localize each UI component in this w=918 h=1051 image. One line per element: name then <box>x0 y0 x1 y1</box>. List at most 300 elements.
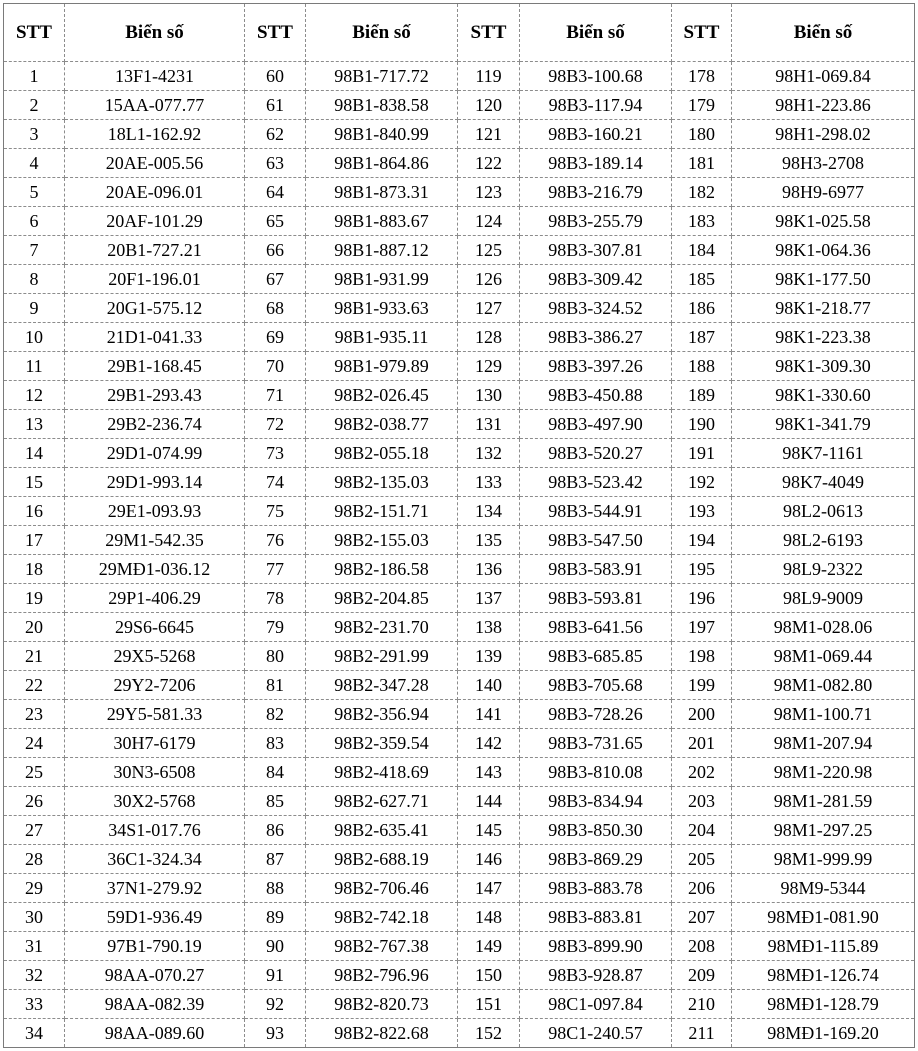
stt-cell: 185 <box>672 265 732 294</box>
stt-cell: 64 <box>245 178 306 207</box>
table-row <box>4 178 915 207</box>
plate-number-cell: 98B1-840.99 <box>306 120 458 149</box>
plate-number-cell: 98M1-069.44 <box>732 642 915 671</box>
column-header-stt: STT <box>245 4 306 62</box>
plate-number-cell: 18L1-162.92 <box>65 120 245 149</box>
plate-number-cell: 98B1-935.11 <box>306 323 458 352</box>
stt-cell: 119 <box>458 62 520 91</box>
stt-cell: 10 <box>4 323 65 352</box>
stt-cell: 66 <box>245 236 306 265</box>
plate-number-cell: 98B1-933.63 <box>306 294 458 323</box>
plate-number-cell: 98B2-231.70 <box>306 613 458 642</box>
stt-cell: 132 <box>458 439 520 468</box>
plate-number-cell: 98B1-883.67 <box>306 207 458 236</box>
plate-number-cell: 98B3-216.79 <box>520 178 672 207</box>
stt-cell: 145 <box>458 816 520 845</box>
plate-number-cell: 98B3-189.14 <box>520 149 672 178</box>
table-row <box>4 555 915 584</box>
plate-number-cell: 98B1-873.31 <box>306 178 458 207</box>
stt-cell: 17 <box>4 526 65 555</box>
plate-number-cell: 98B2-135.03 <box>306 468 458 497</box>
stt-cell: 7 <box>4 236 65 265</box>
plate-number-cell: 98B2-742.18 <box>306 903 458 932</box>
plate-number-cell: 98MĐ1-115.89 <box>732 932 915 961</box>
stt-cell: 142 <box>458 729 520 758</box>
plate-number-cell: 20AF-101.29 <box>65 207 245 236</box>
stt-cell: 151 <box>458 990 520 1019</box>
plate-number-cell: 98B2-767.38 <box>306 932 458 961</box>
stt-cell: 71 <box>245 381 306 410</box>
table-row <box>4 294 915 323</box>
plate-number-cell: 98M1-082.80 <box>732 671 915 700</box>
table-body <box>4 62 915 1048</box>
table-row <box>4 613 915 642</box>
table-row <box>4 845 915 874</box>
stt-cell: 88 <box>245 874 306 903</box>
table-row <box>4 961 915 990</box>
stt-cell: 180 <box>672 120 732 149</box>
stt-cell: 8 <box>4 265 65 294</box>
plate-number-cell: 98M9-5344 <box>732 874 915 903</box>
plate-number-cell: 98K1-064.36 <box>732 236 915 265</box>
plate-number-cell: 98B3-309.42 <box>520 265 672 294</box>
stt-cell: 75 <box>245 497 306 526</box>
plate-number-cell: 98B1-717.72 <box>306 62 458 91</box>
stt-cell: 19 <box>4 584 65 613</box>
plate-number-cell: 29S6-6645 <box>65 613 245 642</box>
stt-cell: 27 <box>4 816 65 845</box>
plate-number-cell: 98B3-117.94 <box>520 91 672 120</box>
stt-cell: 120 <box>458 91 520 120</box>
plate-number-cell: 98B2-055.18 <box>306 439 458 468</box>
stt-cell: 192 <box>672 468 732 497</box>
stt-cell: 189 <box>672 381 732 410</box>
stt-cell: 18 <box>4 555 65 584</box>
table-row <box>4 903 915 932</box>
plate-number-cell: 98B1-887.12 <box>306 236 458 265</box>
stt-cell: 210 <box>672 990 732 1019</box>
stt-cell: 182 <box>672 178 732 207</box>
plate-number-cell: 98H1-069.84 <box>732 62 915 91</box>
stt-cell: 179 <box>672 91 732 120</box>
stt-cell: 198 <box>672 642 732 671</box>
plate-number-cell: 29P1-406.29 <box>65 584 245 613</box>
plate-number-cell: 98B3-100.68 <box>520 62 672 91</box>
stt-cell: 72 <box>245 410 306 439</box>
plate-number-cell: 98K1-223.38 <box>732 323 915 352</box>
plate-number-cell: 98MĐ1-081.90 <box>732 903 915 932</box>
plate-number-cell: 29B2-236.74 <box>65 410 245 439</box>
stt-cell: 1 <box>4 62 65 91</box>
plate-number-cell: 98B3-899.90 <box>520 932 672 961</box>
stt-cell: 205 <box>672 845 732 874</box>
stt-cell: 29 <box>4 874 65 903</box>
plate-number-cell: 98L2-6193 <box>732 526 915 555</box>
table-row <box>4 1019 915 1048</box>
column-header-stt: STT <box>458 4 520 62</box>
plate-number-cell: 98B2-204.85 <box>306 584 458 613</box>
stt-cell: 78 <box>245 584 306 613</box>
stt-cell: 207 <box>672 903 732 932</box>
plate-number-cell: 98B1-864.86 <box>306 149 458 178</box>
stt-cell: 204 <box>672 816 732 845</box>
plate-number-cell: 98AA-070.27 <box>65 961 245 990</box>
stt-cell: 85 <box>245 787 306 816</box>
stt-cell: 3 <box>4 120 65 149</box>
stt-cell: 188 <box>672 352 732 381</box>
stt-cell: 73 <box>245 439 306 468</box>
table-row <box>4 468 915 497</box>
plate-number-cell: 34S1-017.76 <box>65 816 245 845</box>
plate-number-cell: 98B3-386.27 <box>520 323 672 352</box>
plate-number-cell: 29D1-074.99 <box>65 439 245 468</box>
stt-cell: 77 <box>245 555 306 584</box>
stt-cell: 9 <box>4 294 65 323</box>
plate-number-cell: 98B3-523.42 <box>520 468 672 497</box>
stt-cell: 194 <box>672 526 732 555</box>
plate-number-cell: 98B3-583.91 <box>520 555 672 584</box>
plate-number-cell: 98M1-220.98 <box>732 758 915 787</box>
stt-cell: 33 <box>4 990 65 1019</box>
stt-cell: 201 <box>672 729 732 758</box>
stt-cell: 61 <box>245 91 306 120</box>
plate-number-cell: 98B3-834.94 <box>520 787 672 816</box>
stt-cell: 122 <box>458 149 520 178</box>
stt-cell: 128 <box>458 323 520 352</box>
plate-number-cell: 98L2-0613 <box>732 497 915 526</box>
stt-cell: 60 <box>245 62 306 91</box>
stt-cell: 5 <box>4 178 65 207</box>
plate-number-cell: 98B2-356.94 <box>306 700 458 729</box>
plate-number-cell: 98B3-705.68 <box>520 671 672 700</box>
table-header <box>4 4 915 62</box>
stt-cell: 143 <box>458 758 520 787</box>
stt-cell: 6 <box>4 207 65 236</box>
stt-cell: 144 <box>458 787 520 816</box>
plate-number-cell: 98B3-450.88 <box>520 381 672 410</box>
stt-cell: 197 <box>672 613 732 642</box>
stt-cell: 14 <box>4 439 65 468</box>
stt-cell: 147 <box>458 874 520 903</box>
plate-number-cell: 98K1-218.77 <box>732 294 915 323</box>
table-row <box>4 439 915 468</box>
table-row <box>4 381 915 410</box>
plate-number-cell: 98B3-497.90 <box>520 410 672 439</box>
stt-cell: 149 <box>458 932 520 961</box>
stt-cell: 16 <box>4 497 65 526</box>
stt-cell: 203 <box>672 787 732 816</box>
plate-number-cell: 98B2-796.96 <box>306 961 458 990</box>
plate-number-cell: 98MĐ1-128.79 <box>732 990 915 1019</box>
plate-number-cell: 98H9-6977 <box>732 178 915 207</box>
table-row <box>4 91 915 120</box>
stt-cell: 134 <box>458 497 520 526</box>
plate-number-cell: 98B3-593.81 <box>520 584 672 613</box>
table-row <box>4 62 915 91</box>
plate-number-cell: 30H7-6179 <box>65 729 245 758</box>
stt-cell: 184 <box>672 236 732 265</box>
stt-cell: 4 <box>4 149 65 178</box>
stt-cell: 70 <box>245 352 306 381</box>
plate-number-cell: 98B3-255.79 <box>520 207 672 236</box>
plate-number-cell: 29Y2-7206 <box>65 671 245 700</box>
stt-cell: 91 <box>245 961 306 990</box>
stt-cell: 63 <box>245 149 306 178</box>
plate-number-cell: 36C1-324.34 <box>65 845 245 874</box>
plate-number-cell: 98K7-1161 <box>732 439 915 468</box>
stt-cell: 131 <box>458 410 520 439</box>
plate-number-cell: 98M1-100.71 <box>732 700 915 729</box>
plate-number-cell: 13F1-4231 <box>65 62 245 91</box>
stt-cell: 31 <box>4 932 65 961</box>
stt-cell: 25 <box>4 758 65 787</box>
stt-cell: 28 <box>4 845 65 874</box>
plate-number-cell: 98B3-928.87 <box>520 961 672 990</box>
stt-cell: 148 <box>458 903 520 932</box>
document-page <box>3 3 914 1047</box>
plate-number-cell: 98B2-635.41 <box>306 816 458 845</box>
table-row <box>4 932 915 961</box>
plate-number-cell: 98B1-838.58 <box>306 91 458 120</box>
plate-number-cell: 98B3-160.21 <box>520 120 672 149</box>
stt-cell: 92 <box>245 990 306 1019</box>
stt-cell: 181 <box>672 149 732 178</box>
stt-cell: 190 <box>672 410 732 439</box>
column-header-bien-so: Biển số <box>732 4 915 62</box>
table-row <box>4 874 915 903</box>
table-row <box>4 149 915 178</box>
table-row <box>4 323 915 352</box>
plate-number-cell: 29B1-168.45 <box>65 352 245 381</box>
plate-number-cell: 98B2-186.58 <box>306 555 458 584</box>
plate-number-cell: 98B2-347.28 <box>306 671 458 700</box>
table-row <box>4 990 915 1019</box>
table-row <box>4 207 915 236</box>
plate-number-cell: 98B3-850.30 <box>520 816 672 845</box>
stt-cell: 80 <box>245 642 306 671</box>
plate-number-cell: 29D1-993.14 <box>65 468 245 497</box>
license-plate-table <box>3 3 915 1048</box>
stt-cell: 150 <box>458 961 520 990</box>
stt-cell: 141 <box>458 700 520 729</box>
stt-cell: 81 <box>245 671 306 700</box>
stt-cell: 195 <box>672 555 732 584</box>
stt-cell: 139 <box>458 642 520 671</box>
plate-number-cell: 29X5-5268 <box>65 642 245 671</box>
plate-number-cell: 98K1-177.50 <box>732 265 915 294</box>
stt-cell: 2 <box>4 91 65 120</box>
stt-cell: 196 <box>672 584 732 613</box>
stt-cell: 137 <box>458 584 520 613</box>
stt-cell: 186 <box>672 294 732 323</box>
column-header-bien-so: Biển số <box>65 4 245 62</box>
plate-number-cell: 20B1-727.21 <box>65 236 245 265</box>
plate-number-cell: 98B2-155.03 <box>306 526 458 555</box>
stt-cell: 15 <box>4 468 65 497</box>
stt-cell: 20 <box>4 613 65 642</box>
stt-cell: 87 <box>245 845 306 874</box>
plate-number-cell: 29M1-542.35 <box>65 526 245 555</box>
table-row <box>4 700 915 729</box>
plate-number-cell: 98M1-281.59 <box>732 787 915 816</box>
stt-cell: 124 <box>458 207 520 236</box>
stt-cell: 138 <box>458 613 520 642</box>
stt-cell: 34 <box>4 1019 65 1048</box>
plate-number-cell: 30X2-5768 <box>65 787 245 816</box>
plate-number-cell: 98K1-330.60 <box>732 381 915 410</box>
plate-number-cell: 98B3-520.27 <box>520 439 672 468</box>
stt-cell: 135 <box>458 526 520 555</box>
stt-cell: 199 <box>672 671 732 700</box>
stt-cell: 74 <box>245 468 306 497</box>
stt-cell: 68 <box>245 294 306 323</box>
plate-number-cell: 98L9-2322 <box>732 555 915 584</box>
stt-cell: 209 <box>672 961 732 990</box>
stt-cell: 26 <box>4 787 65 816</box>
plate-number-cell: 98H3-2708 <box>732 149 915 178</box>
table-row <box>4 120 915 149</box>
plate-number-cell: 98B2-026.45 <box>306 381 458 410</box>
plate-number-cell: 98M1-028.06 <box>732 613 915 642</box>
stt-cell: 76 <box>245 526 306 555</box>
plate-number-cell: 29B1-293.43 <box>65 381 245 410</box>
plate-number-cell: 97B1-790.19 <box>65 932 245 961</box>
stt-cell: 130 <box>458 381 520 410</box>
plate-number-cell: 98B3-883.81 <box>520 903 672 932</box>
table-row <box>4 265 915 294</box>
plate-number-cell: 98B3-731.65 <box>520 729 672 758</box>
plate-number-cell: 98B2-688.19 <box>306 845 458 874</box>
stt-cell: 13 <box>4 410 65 439</box>
stt-cell: 126 <box>458 265 520 294</box>
stt-cell: 24 <box>4 729 65 758</box>
stt-cell: 202 <box>672 758 732 787</box>
stt-cell: 152 <box>458 1019 520 1048</box>
plate-number-cell: 98K7-4049 <box>732 468 915 497</box>
plate-number-cell: 98C1-097.84 <box>520 990 672 1019</box>
stt-cell: 133 <box>458 468 520 497</box>
stt-cell: 211 <box>672 1019 732 1048</box>
plate-number-cell: 98H1-298.02 <box>732 120 915 149</box>
plate-number-cell: 98B2-627.71 <box>306 787 458 816</box>
plate-number-cell: 98C1-240.57 <box>520 1019 672 1048</box>
stt-cell: 83 <box>245 729 306 758</box>
stt-cell: 21 <box>4 642 65 671</box>
plate-number-cell: 98L9-9009 <box>732 584 915 613</box>
plate-number-cell: 98B3-307.81 <box>520 236 672 265</box>
stt-cell: 90 <box>245 932 306 961</box>
column-header-stt: STT <box>4 4 65 62</box>
column-header-bien-so: Biển số <box>306 4 458 62</box>
plate-number-cell: 21D1-041.33 <box>65 323 245 352</box>
plate-number-cell: 98M1-999.99 <box>732 845 915 874</box>
stt-cell: 32 <box>4 961 65 990</box>
plate-number-cell: 98B2-291.99 <box>306 642 458 671</box>
table-row <box>4 642 915 671</box>
stt-cell: 86 <box>245 816 306 845</box>
plate-number-cell: 98B2-038.77 <box>306 410 458 439</box>
plate-number-cell: 37N1-279.92 <box>65 874 245 903</box>
stt-cell: 82 <box>245 700 306 729</box>
stt-cell: 12 <box>4 381 65 410</box>
stt-cell: 140 <box>458 671 520 700</box>
plate-number-cell: 98B3-883.78 <box>520 874 672 903</box>
stt-cell: 93 <box>245 1019 306 1048</box>
stt-cell: 11 <box>4 352 65 381</box>
plate-number-cell: 98K1-309.30 <box>732 352 915 381</box>
stt-cell: 89 <box>245 903 306 932</box>
stt-cell: 183 <box>672 207 732 236</box>
plate-number-cell: 98B3-728.26 <box>520 700 672 729</box>
plate-number-cell: 98B3-324.52 <box>520 294 672 323</box>
plate-number-cell: 98K1-341.79 <box>732 410 915 439</box>
plate-number-cell: 98B2-359.54 <box>306 729 458 758</box>
plate-number-cell: 98B3-869.29 <box>520 845 672 874</box>
plate-number-cell: 20F1-196.01 <box>65 265 245 294</box>
plate-number-cell: 98B2-151.71 <box>306 497 458 526</box>
stt-cell: 191 <box>672 439 732 468</box>
plate-number-cell: 15AA-077.77 <box>65 91 245 120</box>
plate-number-cell: 98B3-810.08 <box>520 758 672 787</box>
plate-number-cell: 98B3-544.91 <box>520 497 672 526</box>
stt-cell: 62 <box>245 120 306 149</box>
stt-cell: 30 <box>4 903 65 932</box>
plate-number-cell: 98MĐ1-126.74 <box>732 961 915 990</box>
stt-cell: 200 <box>672 700 732 729</box>
stt-cell: 208 <box>672 932 732 961</box>
stt-cell: 22 <box>4 671 65 700</box>
table-row <box>4 787 915 816</box>
stt-cell: 69 <box>245 323 306 352</box>
table-row <box>4 584 915 613</box>
plate-number-cell: 20AE-096.01 <box>65 178 245 207</box>
table-row <box>4 236 915 265</box>
plate-number-cell: 98B2-822.68 <box>306 1019 458 1048</box>
stt-cell: 123 <box>458 178 520 207</box>
column-header-stt: STT <box>672 4 732 62</box>
plate-number-cell: 98B1-931.99 <box>306 265 458 294</box>
stt-cell: 67 <box>245 265 306 294</box>
plate-number-cell: 98B3-397.26 <box>520 352 672 381</box>
table-row <box>4 816 915 845</box>
plate-number-cell: 98H1-223.86 <box>732 91 915 120</box>
stt-cell: 121 <box>458 120 520 149</box>
table-row <box>4 671 915 700</box>
plate-number-cell: 20G1-575.12 <box>65 294 245 323</box>
stt-cell: 193 <box>672 497 732 526</box>
stt-cell: 129 <box>458 352 520 381</box>
table-row <box>4 758 915 787</box>
table-row <box>4 729 915 758</box>
plate-number-cell: 29Y5-581.33 <box>65 700 245 729</box>
plate-number-cell: 29MĐ1-036.12 <box>65 555 245 584</box>
plate-number-cell: 98B3-685.85 <box>520 642 672 671</box>
stt-cell: 146 <box>458 845 520 874</box>
stt-cell: 178 <box>672 62 732 91</box>
table-row <box>4 410 915 439</box>
plate-number-cell: 98B2-706.46 <box>306 874 458 903</box>
stt-cell: 127 <box>458 294 520 323</box>
plate-number-cell: 98K1-025.58 <box>732 207 915 236</box>
plate-number-cell: 98M1-207.94 <box>732 729 915 758</box>
column-header-bien-so: Biển số <box>520 4 672 62</box>
stt-cell: 206 <box>672 874 732 903</box>
header-row <box>4 4 915 62</box>
plate-number-cell: 98B2-418.69 <box>306 758 458 787</box>
stt-cell: 187 <box>672 323 732 352</box>
plate-number-cell: 98MĐ1-169.20 <box>732 1019 915 1048</box>
plate-number-cell: 98B2-820.73 <box>306 990 458 1019</box>
